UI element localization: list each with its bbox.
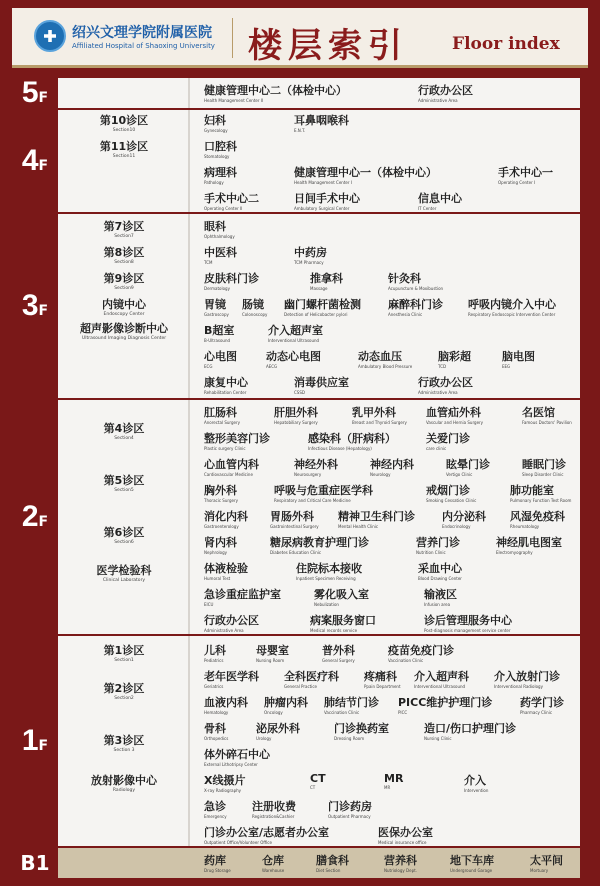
dept-item: 糖尿病教育护理门诊 Diabetes Education Clinic xyxy=(270,536,369,555)
section-label: 第4诊区 Section4 xyxy=(103,422,145,441)
floor-3-body xyxy=(58,214,580,398)
dept-item: 脑电图 EEG xyxy=(502,350,535,369)
section-label: 内镜中心 Endoscopy Center xyxy=(102,298,146,317)
dept-item: 母婴室 Nursing Room xyxy=(256,644,289,663)
dept-item: 体液检验 Humoral Test xyxy=(204,562,248,581)
dept-item: 门诊换药室 Dressing Room xyxy=(334,722,389,741)
floor-4 xyxy=(12,110,588,212)
dept-item: 行政办公区 Administrative Area xyxy=(204,614,259,633)
section-label: 放射影像中心 Radiology xyxy=(91,774,157,793)
dept-item: 神经外科 Neurosurgery xyxy=(294,458,338,477)
dept-item: 急诊重症监护室 EICU xyxy=(204,588,281,607)
header xyxy=(12,8,588,68)
dept-item: 神经内科 Neurology xyxy=(370,458,414,477)
dept-item: 眼科 Ophthalmology xyxy=(204,220,235,239)
dept-item: 日间手术中心 Ambulatory Surgical Center xyxy=(294,192,360,211)
dept-item: 胸外科 Thoracic Surgery xyxy=(204,484,238,503)
dept-item: X线摄片 X-ray Radiography xyxy=(204,774,246,793)
dept-item: 健康管理中心二（体检中心） Health Management Center II xyxy=(204,84,347,103)
dept-item: 膳食科 Diet Section xyxy=(316,854,349,873)
page-title-en: Floor index xyxy=(452,34,560,54)
floor-1-body xyxy=(58,636,580,846)
hospital-name: 绍兴文理学院附属医院 xyxy=(72,25,212,41)
dept-item: 精神卫生科门诊 Mental Health Clinic xyxy=(338,510,415,529)
dept-item: 麻醉科门诊 Anesthesia Clinic xyxy=(388,298,443,317)
dept-item: 肛肠科 Anorectal Surgery xyxy=(204,406,240,425)
dept-item: 营养科 Nutriology Dept. xyxy=(384,854,417,873)
dept-item: 急诊 Emergency xyxy=(204,800,227,819)
floor-label-4: 4 F xyxy=(21,144,49,177)
floor-5-body xyxy=(58,78,580,108)
dept-item: 泌尿外科 Urology xyxy=(256,722,300,741)
dept-item: 造口/伤口护理门诊 Nursing Clinic xyxy=(424,722,517,741)
dept-item: 推拿科 Massage xyxy=(310,272,343,291)
dept-item: 内分泌科 Endocrinology xyxy=(442,510,486,529)
dept-item: 心电图 ECG xyxy=(204,350,237,369)
dept-item: 医保办公室 Medical insurance office xyxy=(378,826,433,845)
dept-item: 地下车库 Underground Garage xyxy=(450,854,494,873)
dept-item: 眩晕门诊 Vertigo Clinic xyxy=(446,458,490,477)
dept-item: 介入放射门诊 Interventional Radiology xyxy=(494,670,560,689)
dept-item: 中药房 TCM Pharmacy xyxy=(294,246,327,265)
dept-item: 口腔科 Stomatology xyxy=(204,140,237,159)
floor-b1 xyxy=(12,848,588,878)
dept-item: 信息中心 IT Center xyxy=(418,192,462,211)
dept-item: 全科医疗科 General Practice xyxy=(284,670,339,689)
dept-item: 妇科 Gynecology xyxy=(204,114,228,133)
dept-item: 手术中心一 Operating Center I xyxy=(498,166,553,185)
dept-item: 血液内科 Hematology xyxy=(204,696,248,715)
dept-item: 名医馆 Famous Doctors' Pavilion xyxy=(522,406,572,425)
dept-item: 肾内科 Nephrology xyxy=(204,536,237,555)
dept-item: 门诊药房 Outpatient Pharmacy xyxy=(328,800,372,819)
section-label: 第9诊区 Section9 xyxy=(103,272,145,291)
section-label: 第7诊区 Section7 xyxy=(103,220,145,239)
dept-item: 呼吸与危重症医学科 Respiratory and Critical Care Medicine xyxy=(274,484,373,503)
dept-item: 疫苗免疫门诊 Vaccination Clinic xyxy=(388,644,454,663)
dept-item: 注册收费 Registration&Cashier xyxy=(252,800,296,819)
dept-item: 体外碎石中心 External Lithotripsy Center xyxy=(204,748,270,767)
dept-item: 病理科 Pathology xyxy=(204,166,237,185)
section-label: 第2诊区 Section2 xyxy=(103,682,145,701)
dept-item: 睡眠门诊 Sleep Disorder Clinic xyxy=(522,458,566,477)
header-divider xyxy=(232,18,233,58)
dept-item: 病案服务窗口 Medical records service xyxy=(310,614,376,633)
dept-item: 介入 Intervention xyxy=(464,774,489,793)
dept-item: 针灸科 Acupuncture & Moxibustion xyxy=(388,272,444,291)
dept-item: 风湿免疫科 Rheumatology xyxy=(510,510,565,529)
floor-1 xyxy=(12,636,588,846)
dept-item: 住院标本接收 Inpatient Specimen Receiving xyxy=(296,562,362,581)
hospital-name-en: Affiliated Hospital of Shaoxing University xyxy=(72,42,215,50)
dept-item: 输液区 Infusion area xyxy=(424,588,457,607)
dept-item: 胃镜 Gastroscopy xyxy=(204,298,229,317)
floor-label-5: 5 F xyxy=(21,76,49,109)
floor-5 xyxy=(12,78,588,108)
dept-item: 营养门诊 Nutrition Clinic xyxy=(416,536,460,555)
floor-4-body xyxy=(58,110,580,212)
dept-item: 神经肌电图室 Electromyography xyxy=(496,536,562,555)
dept-item: 感染科（肝病科） Infectious Disease (Hepatology) xyxy=(308,432,396,451)
dept-item: 手术中心二 Operating Center II xyxy=(204,192,259,211)
dept-item: 康复中心 Rehabilitation Center xyxy=(204,376,248,395)
section-label: 第1诊区 Section1 xyxy=(103,644,145,663)
dept-item: 行政办公区 Administrative Area xyxy=(418,84,473,103)
section-label: 第8诊区 Section8 xyxy=(103,246,145,265)
hospital-logo-icon xyxy=(34,20,66,52)
dept-item: 肿瘤内科 Oncology xyxy=(264,696,308,715)
dept-item: 呼吸内镜介入中心 Respiratory Endoscopic Intervention Center xyxy=(468,298,556,317)
dept-item: 行政办公区 Administrative Area xyxy=(418,376,473,395)
floor-label-1: 1 F xyxy=(21,724,49,757)
dept-item: 戒烟门诊 Smoking Cessation Clinic xyxy=(426,484,477,503)
dept-item: 动态血压 Ambulatory Blood Pressure xyxy=(358,350,413,369)
dept-item: 骨科 Orthopedics xyxy=(204,722,229,741)
dept-item: 中医科 TCM xyxy=(204,246,237,265)
dept-item: 乳甲外科 Breast and Thyroid Surgery xyxy=(352,406,407,425)
dept-item: 肺结节门诊 Vaccination Clinic xyxy=(324,696,379,715)
dept-item: 血管疝外科 Vascular and Hernia Surgery xyxy=(426,406,484,425)
section-column xyxy=(58,636,190,846)
dept-item: 普外科 General Surgery xyxy=(322,644,355,663)
dept-item: 诊后管理服务中心 Post-diagnosis management service center xyxy=(424,614,512,633)
floor-label-b1: B1 xyxy=(20,851,50,875)
section-column xyxy=(58,110,190,212)
dept-item: 整形美容门诊 Plastic surgery Clinic xyxy=(204,432,270,451)
dept-item: 健康管理中心一（体检中心） Health Management Center I xyxy=(294,166,437,185)
dept-item: 儿科 Pediatrics xyxy=(204,644,226,663)
dept-item: PICC维护护理门诊 PICC xyxy=(398,696,493,715)
dept-item: 介入超声室 Interventional Ultrasound xyxy=(268,324,323,343)
dept-item: 消毒供应室 CSSD xyxy=(294,376,349,395)
floor-b1-body xyxy=(58,848,580,878)
dept-item: 关爱门诊 care clinic xyxy=(426,432,470,451)
dept-item: 皮肤科门诊 Dermatology xyxy=(204,272,259,291)
section-label: 第5诊区 Section5 xyxy=(103,474,145,493)
dept-item: 药学门诊 Pharmacy Clinic xyxy=(520,696,564,715)
dept-item: 脑彩超 TCD xyxy=(438,350,471,369)
section-column xyxy=(58,78,190,108)
dept-item: 仓库 Warehouse xyxy=(262,854,285,873)
dept-item: 胃肠外科 Gastrointestinal Surgery xyxy=(270,510,319,529)
dept-item: 肝胆外科 Hepatobiliary Surgery xyxy=(274,406,318,425)
dept-item: 药库 Drug Storage xyxy=(204,854,231,873)
floor-label-2: 2 F xyxy=(21,500,49,533)
section-label: 医学检验科 Clinical Laboratory xyxy=(96,564,152,583)
section-column xyxy=(58,214,190,398)
dept-item: 肠镜 Colonoscopy xyxy=(242,298,268,317)
dept-item: MR MR xyxy=(384,772,404,790)
dept-item: B超室 B-Ultrasound xyxy=(204,324,235,343)
dept-item: 肺功能室 Pulmonary Function Test Room xyxy=(510,484,572,503)
dept-item: 心血管内科 Cardiovascular Medicine xyxy=(204,458,259,477)
dept-item: 耳鼻咽喉科 E.N.T. xyxy=(294,114,349,133)
dept-item: 消化内科 Gastroenterology xyxy=(204,510,248,529)
section-label: 第10诊区 Section10 xyxy=(99,114,149,133)
dept-item: 疼痛科 Ppain Department xyxy=(364,670,401,689)
floor-label-3: 3 F xyxy=(21,289,49,322)
floor-2 xyxy=(12,400,588,634)
dept-item: 动态心电图 AECG xyxy=(266,350,321,369)
section-label: 第3诊区 Section 3 xyxy=(103,734,145,753)
dept-item: 太平间 Mortuary xyxy=(530,854,563,873)
floor-3 xyxy=(12,214,588,398)
section-label: 超声影像诊断中心 Ultrasound Imaging Diagnosis Center xyxy=(80,322,168,341)
page-title: 楼层索引 xyxy=(248,26,408,66)
dept-item: 采血中心 Blood Drawing Center xyxy=(418,562,462,581)
section-column xyxy=(58,400,190,634)
dept-item: CT CT xyxy=(310,772,326,790)
dept-item: 幽门螺杆菌检测 Detection of Helicobacter pylori xyxy=(284,298,361,317)
dept-item: 雾化吸入室 Nebulization xyxy=(314,588,369,607)
dept-item: 介入超声科 Interventional Ultrasound xyxy=(414,670,469,689)
section-label: 第6诊区 Section6 xyxy=(103,526,145,545)
dept-item: 门诊办公室/志愿者办公室 Outpatient Office/Volunteer Office xyxy=(204,826,330,845)
section-label: 第11诊区 Section11 xyxy=(99,140,149,159)
dept-item: 老年医学科 Geriatrics xyxy=(204,670,259,689)
floor-2-body xyxy=(58,400,580,634)
